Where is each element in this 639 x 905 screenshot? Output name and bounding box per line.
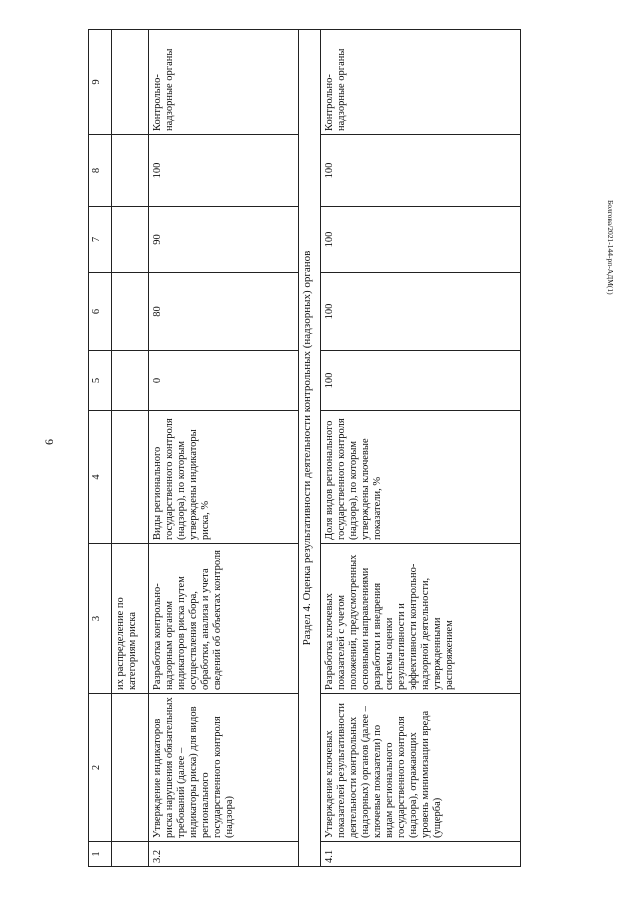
table-cell: 80 xyxy=(149,273,299,351)
table-cell xyxy=(112,273,149,351)
table-header-row xyxy=(89,30,112,867)
header-cell: 6 xyxy=(89,273,112,351)
table-cell xyxy=(112,30,149,135)
table-cell: 100 xyxy=(321,351,521,411)
table-cell: Контрольно-надзорные органы xyxy=(321,30,521,135)
table-cell xyxy=(112,694,149,842)
header-cell: 4 xyxy=(89,411,112,544)
table-cell: Разработка контрольно-надзорным органом индикаторов риска путем осуществления сбора, обработки, анализа и учета сведений об объектах контроля xyxy=(149,544,299,694)
table-cell: 90 xyxy=(149,207,299,273)
table-cell xyxy=(112,351,149,411)
table-cell xyxy=(112,842,149,867)
table-cell xyxy=(112,207,149,273)
header-cell: 8 xyxy=(89,135,112,207)
document-footer-code: Болгова/2021-144-рп-АДМ(1) xyxy=(606,200,615,295)
rotated-table-container xyxy=(88,30,616,867)
table-cell xyxy=(112,135,149,207)
table-cell: Утверждение ключевых показателей результативности деятельности контрольных (надзорных) органов (далее – ключевые показатели) по видам регионального государственного контроля (надзора), отражающих уровень минимизации вреда (ущерба) xyxy=(321,694,521,842)
table-row-3-2 xyxy=(149,30,299,867)
section-heading: Раздел 4. Оценка результативности деятельности контрольных (надзорных) органов xyxy=(299,30,321,867)
row-number: 3.2 xyxy=(149,842,299,867)
row-number: 4.1 xyxy=(321,842,521,867)
table-cell: их распределение по категориям риска xyxy=(112,544,149,694)
table-cell: 100 xyxy=(321,273,521,351)
table-cell: 100 xyxy=(321,135,521,207)
table-row-continued xyxy=(112,30,149,867)
table-cell: Утверждение индикаторов риска нарушения обязательных требований (далее – индикаторы риска) для видов регионального государственного контроля (надзора) xyxy=(149,694,299,842)
table-row-4-1 xyxy=(321,30,521,867)
plan-table xyxy=(88,29,521,867)
table-cell: 0 xyxy=(149,351,299,411)
table-cell: 100 xyxy=(149,135,299,207)
table-cell: Контрольно-надзорные органы xyxy=(149,30,299,135)
section-heading-row xyxy=(299,30,321,867)
header-cell: 9 xyxy=(89,30,112,135)
table-cell: Разработка ключевых показателей с учетом положений, предусмотренных основными направлениями разработки и внедрения системы оценки результативности и эффективности контрольно-надзорной деятельности, утвержденными распоряжением xyxy=(321,544,521,694)
header-cell: 1 xyxy=(89,842,112,867)
table-cell: 100 xyxy=(321,207,521,273)
header-cell: 7 xyxy=(89,207,112,273)
header-cell: 2 xyxy=(89,694,112,842)
header-cell: 3 xyxy=(89,544,112,694)
table-cell xyxy=(112,411,149,544)
table-cell: Доля видов регионального государственного контроля (надзора), по которым утверждены ключевые показатели, % xyxy=(321,411,521,544)
table-cell: Виды регионального государственного контроля (надзора), по которым утверждены индикаторы риска, % xyxy=(149,411,299,544)
header-cell: 5 xyxy=(89,351,112,411)
page-number: 6 xyxy=(42,439,56,445)
